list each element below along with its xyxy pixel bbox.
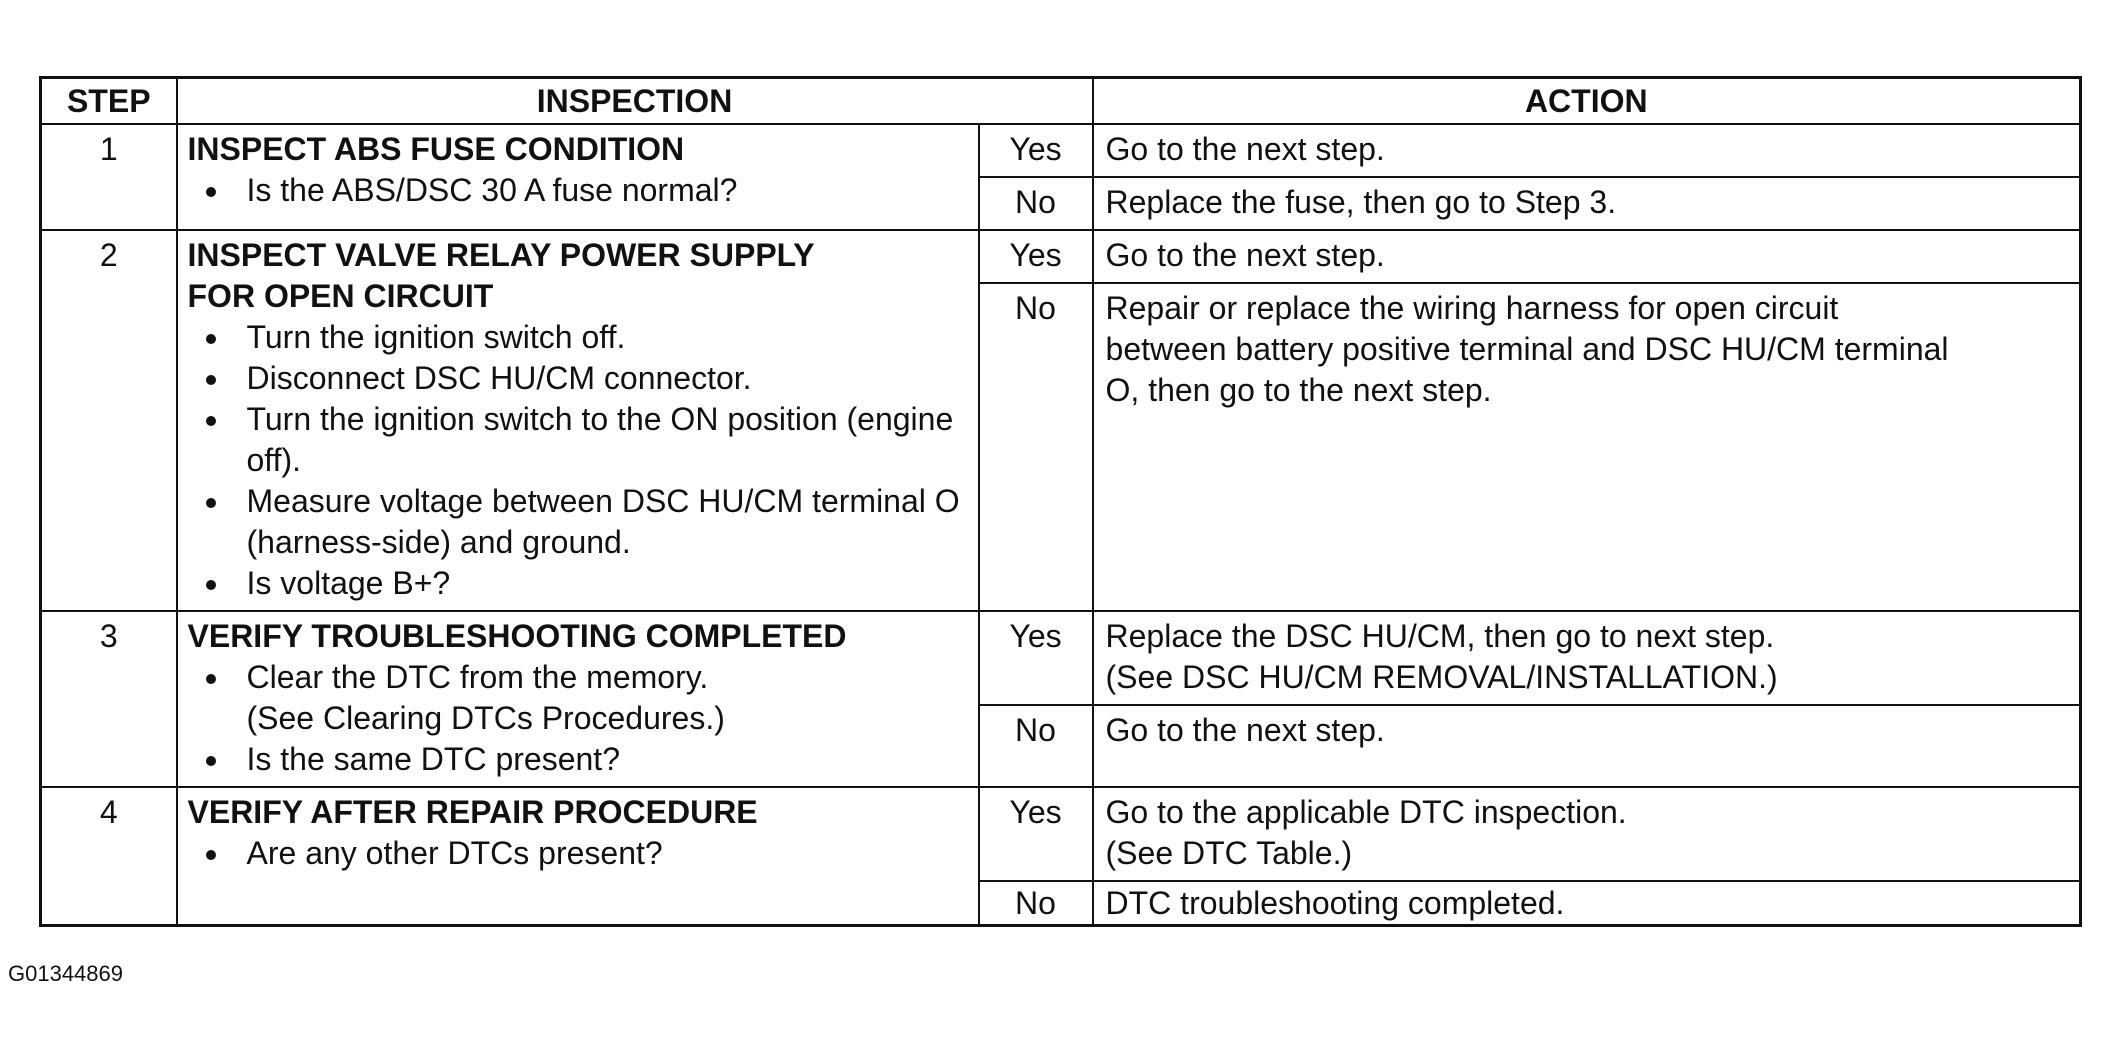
- table-row: [41, 611, 2081, 705]
- inspection-bullet: Measure voltage between DSC HU/CM terminal O (harness-side) and ground.: [188, 481, 968, 563]
- inspection-bullets: [188, 657, 968, 780]
- inspection-bullet: Are any other DTCs present?: [188, 833, 968, 874]
- step-number: 4: [41, 787, 177, 926]
- yes-action: [1093, 124, 2081, 177]
- figure-id: G01344869: [8, 961, 123, 986]
- inspection-header: INSPECTION: [177, 78, 1093, 125]
- table-row: [41, 124, 2081, 177]
- no-action: [1093, 881, 2081, 926]
- inspection-bullets: [188, 317, 968, 604]
- inspection-cell: [177, 611, 979, 787]
- header-row: [41, 78, 2081, 125]
- yes-action: [1093, 787, 2081, 881]
- inspection-bullets: [188, 833, 968, 874]
- step-header: STEP: [41, 78, 177, 125]
- no-label: No: [979, 881, 1093, 926]
- inspection-bullet-continuation: (See Clearing DTCs Procedures.): [246, 700, 725, 736]
- inspection-title: VERIFY AFTER REPAIR PROCEDURE: [187, 794, 758, 830]
- yes-label: Yes: [979, 787, 1093, 881]
- inspection-bullet: Turn the ignition switch off.: [188, 317, 968, 358]
- action-line: (See DSC HU/CM REMOVAL/INSTALLATION.): [1105, 659, 1778, 695]
- step-number: 1: [41, 124, 177, 230]
- step-number: 3: [41, 611, 177, 787]
- inspection-bullet: Disconnect DSC HU/CM connector.: [188, 358, 968, 399]
- inspection-cell: [177, 124, 979, 230]
- action-line: Go to the next step.: [1105, 712, 1385, 748]
- no-label: No: [979, 283, 1093, 611]
- inspection-bullet: Is voltage B+?: [188, 563, 968, 604]
- no-label: No: [979, 177, 1093, 230]
- diagnostic-procedure-table: [39, 76, 2082, 927]
- action-header: ACTION: [1093, 78, 2081, 125]
- inspection-cell: [177, 787, 979, 926]
- yes-label: Yes: [979, 611, 1093, 705]
- inspection-bullet: Is the same DTC present?: [188, 739, 968, 780]
- inspection-title: INSPECT ABS FUSE CONDITION: [187, 131, 685, 167]
- table-row: [41, 230, 2081, 283]
- inspection-bullet: Turn the ignition switch to the ON position (engine off).: [188, 399, 968, 481]
- action-line: (See DTC Table.): [1105, 835, 1353, 871]
- inspection-title: INSPECT VALVE RELAY POWER SUPPLY: [187, 237, 815, 273]
- no-action: [1093, 283, 2081, 611]
- action-line: Go to the next step.: [1105, 237, 1385, 273]
- inspection-title: FOR OPEN CIRCUIT: [187, 278, 494, 314]
- action-line: Go to the applicable DTC inspection.: [1105, 794, 1627, 830]
- action-line: Replace the DSC HU/CM, then go to next step.: [1105, 618, 1775, 654]
- inspection-title: VERIFY TROUBLESHOOTING COMPLETED: [187, 618, 847, 654]
- inspection-bullet: Clear the DTC from the memory.: [188, 657, 968, 698]
- action-line: Go to the next step.: [1105, 131, 1385, 167]
- inspection-bullet: Is the ABS/DSC 30 A fuse normal?: [188, 170, 968, 211]
- no-label: No: [979, 705, 1093, 787]
- no-action: [1093, 705, 2081, 787]
- inspection-bullets: [188, 170, 968, 211]
- yes-label: Yes: [979, 230, 1093, 283]
- yes-action: [1093, 611, 2081, 705]
- action-line: O, then go to the next step.: [1105, 372, 1492, 408]
- inspection-cell: [177, 230, 979, 611]
- action-line: DTC troubleshooting completed.: [1105, 885, 1565, 921]
- action-line: between battery positive terminal and DSC HU/CM terminal: [1105, 331, 1949, 367]
- step-number: 2: [41, 230, 177, 611]
- action-line: Replace the fuse, then go to Step 3.: [1105, 184, 1617, 220]
- table-row: [41, 787, 2081, 881]
- yes-action: [1093, 230, 2081, 283]
- no-action: [1093, 177, 2081, 230]
- action-line: Repair or replace the wiring harness for open circuit: [1105, 290, 1839, 326]
- yes-label: Yes: [979, 124, 1093, 177]
